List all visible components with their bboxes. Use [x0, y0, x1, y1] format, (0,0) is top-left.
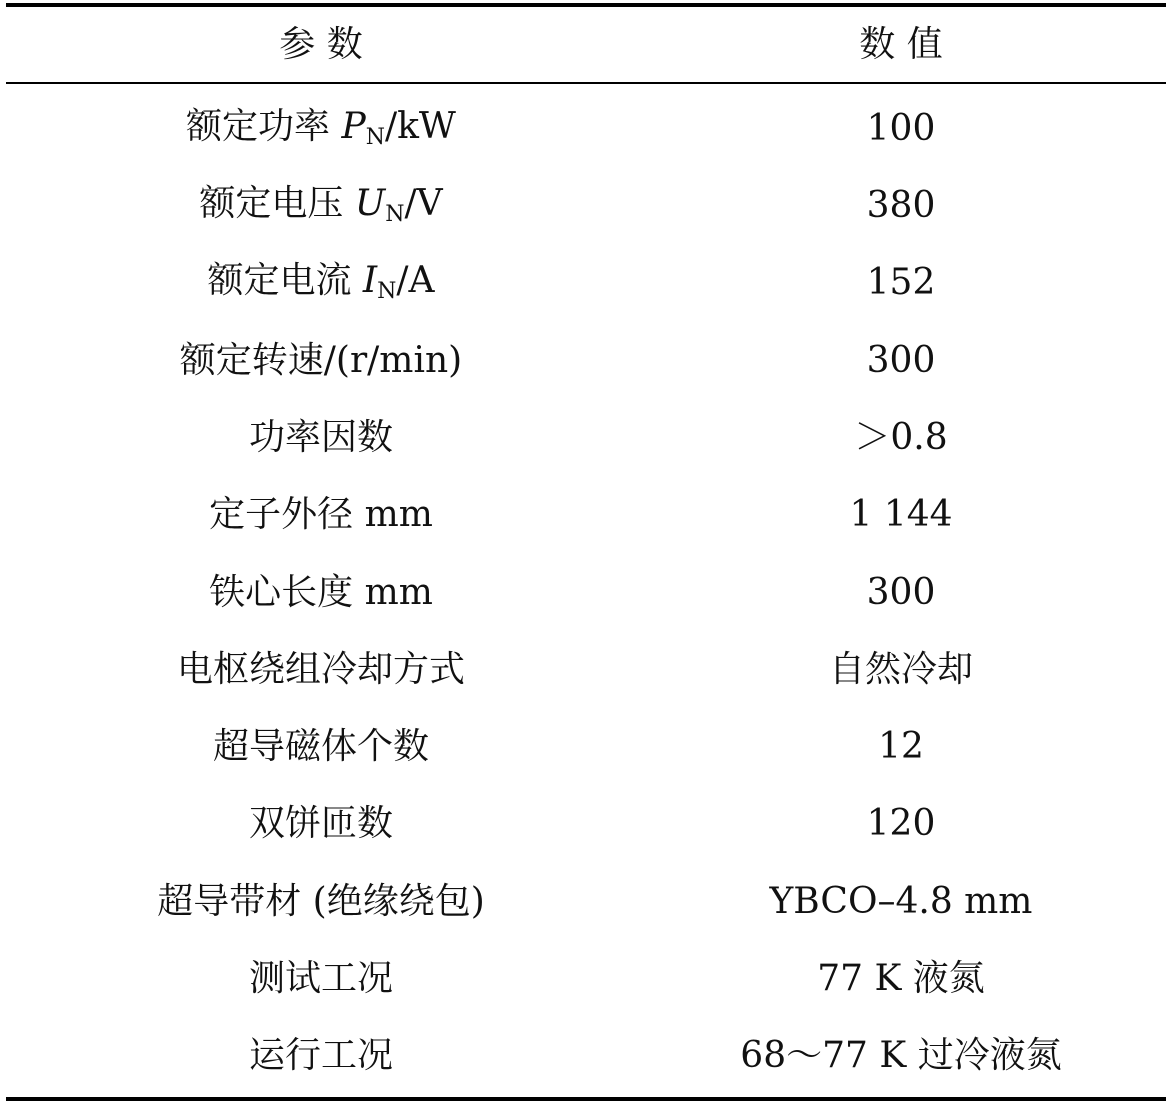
param-cell — [6, 182, 636, 227]
table-row — [6, 1018, 1166, 1095]
param-unit: /A — [396, 260, 435, 302]
param-text: 额定功率 — [186, 105, 342, 147]
table-row — [6, 631, 1166, 708]
param-text: 额定电流 — [207, 260, 363, 302]
param-cell: 电枢绕组冷却方式 — [176, 648, 465, 690]
param-cell — [6, 105, 636, 150]
table-row — [6, 322, 1166, 399]
value-cell: 300 — [866, 339, 936, 381]
table-header-row — [6, 7, 1166, 82]
param-symbol: P — [341, 105, 366, 147]
table-row — [6, 709, 1166, 786]
table-row — [6, 477, 1166, 554]
param-cell: 额定转速/(r/min) — [179, 339, 463, 381]
table-row — [6, 90, 1166, 167]
value-cell: 1 144 — [849, 494, 953, 536]
table-row — [6, 245, 1166, 322]
value-cell: 100 — [866, 107, 936, 149]
value-cell: 77 K 液氮 — [817, 958, 985, 1000]
value-cell: 300 — [866, 571, 936, 613]
param-cell: 运行工况 — [248, 1035, 393, 1077]
param-subscript: N — [385, 201, 405, 227]
value-cell: YBCO–4.8 mm — [769, 880, 1033, 922]
value-cell: 120 — [866, 803, 936, 845]
value-cell: ＞0.8 — [854, 416, 948, 458]
param-symbol: I — [362, 260, 378, 302]
value-cell: 152 — [866, 262, 936, 304]
table-row — [6, 786, 1166, 863]
table-row — [6, 167, 1166, 244]
table-bottom-rule — [6, 1097, 1166, 1101]
table-row — [6, 554, 1166, 631]
header-parameter-text: 参 数 — [279, 23, 363, 65]
value-cell: 380 — [866, 184, 936, 226]
param-cell — [6, 260, 636, 305]
param-cell: 定子外径 mm — [209, 494, 433, 536]
table-body — [6, 84, 1166, 1097]
header-parameter — [6, 23, 636, 65]
param-cell: 双饼匝数 — [248, 803, 393, 845]
param-unit: /kW — [384, 105, 456, 147]
param-cell: 超导带材 (绝缘绕包) — [157, 880, 485, 922]
param-cell: 测试工况 — [248, 958, 393, 1000]
table-row — [6, 863, 1166, 940]
param-subscript: N — [377, 279, 397, 305]
param-cell: 功率因数 — [248, 416, 393, 458]
param-subscript: N — [365, 124, 385, 150]
header-value — [636, 23, 1166, 65]
param-unit: /V — [404, 182, 443, 224]
table-row — [6, 940, 1166, 1017]
param-cell: 铁心长度 mm — [209, 571, 433, 613]
param-cell: 超导磁体个数 — [212, 726, 429, 768]
param-text: 额定电压 — [199, 182, 355, 224]
value-cell: 自然冷却 — [828, 648, 973, 690]
value-cell: 12 — [878, 726, 924, 768]
table-row — [6, 399, 1166, 476]
param-symbol: U — [354, 182, 386, 224]
parameter-table — [6, 3, 1166, 1101]
value-cell: 68～77 K 过冷液氮 — [740, 1035, 1062, 1077]
header-value-text: 数 值 — [859, 23, 943, 65]
